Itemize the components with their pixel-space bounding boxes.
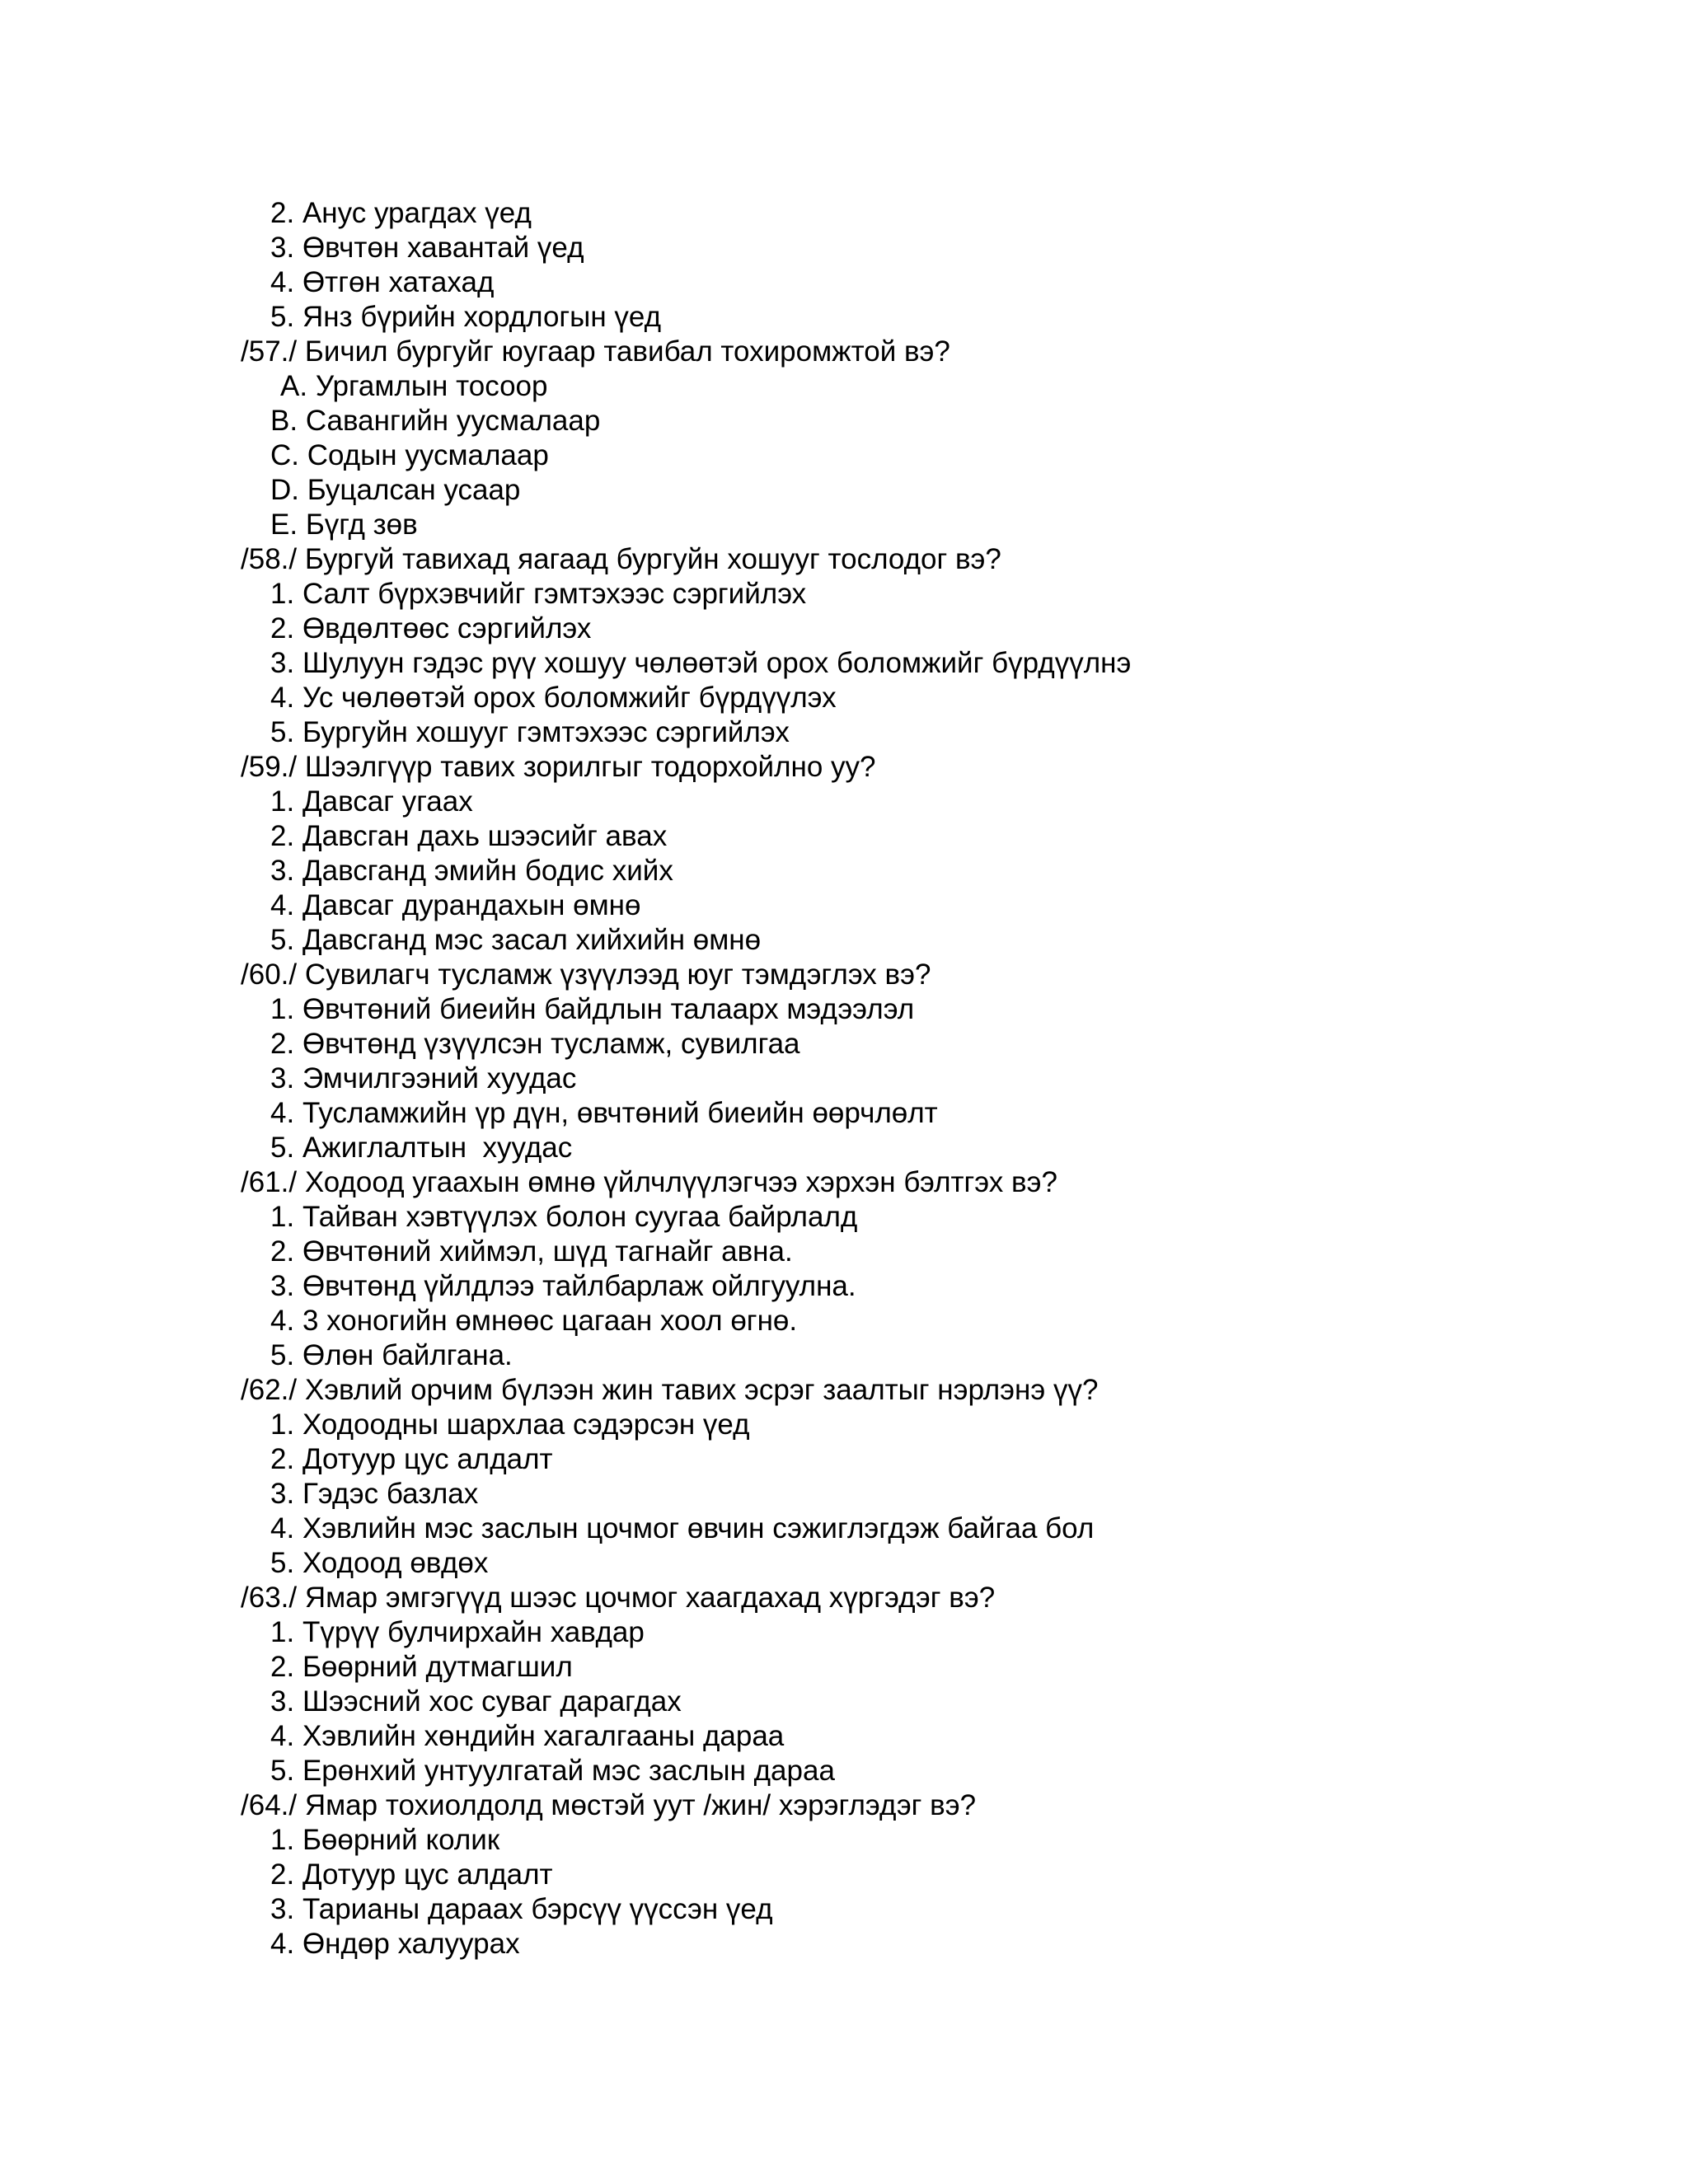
answer-option	[241, 1442, 1642, 1477]
answer-option	[241, 612, 1642, 646]
answer-option	[241, 1685, 1642, 1719]
answer-option	[241, 369, 1642, 404]
option-text: Тарианы дараах бэрсүү үүссэн үед	[302, 1893, 773, 1925]
answer-option	[241, 473, 1642, 508]
option-text: Давсганд эмийн бодис хийх	[302, 855, 673, 887]
option-number: 3.	[270, 1478, 295, 1510]
option-text: Салт бүрхэвчийг гэмтэхээс сэргийлэх	[302, 578, 807, 610]
option-number: 5.	[270, 1755, 295, 1787]
option-number: 4.	[270, 1512, 295, 1544]
question-number: /59./	[241, 751, 298, 783]
answer-option	[241, 1477, 1642, 1511]
option-number: 1.	[270, 993, 295, 1025]
option-number: A.	[280, 370, 308, 402]
answer-option	[241, 681, 1642, 715]
answer-option	[241, 1823, 1642, 1858]
option-text: Шээсний хос суваг дарагдах	[302, 1685, 682, 1718]
option-text: Ходоодны шархлаа сэдэрсэн үед	[302, 1408, 750, 1441]
question-number: /64./	[241, 1789, 298, 1821]
option-number: 4.	[270, 1097, 295, 1129]
answer-option	[241, 1615, 1642, 1650]
option-number: 3.	[270, 1685, 295, 1718]
option-number: 4.	[270, 1928, 295, 1960]
option-text: Содын уусмалаар	[307, 439, 549, 471]
answer-option	[241, 888, 1642, 923]
option-text: Өвчтөний хиймэл, шүд тагнайг авна.	[302, 1235, 793, 1268]
option-text: Дотуур цус алдалт	[302, 1858, 553, 1891]
question-number: /57./	[241, 335, 298, 368]
option-number: B.	[270, 405, 298, 437]
question-text: Бичил бургуйг юугаар тавибал тохиромжтой вэ?	[304, 335, 950, 368]
answer-option	[241, 1927, 1642, 1961]
option-text: Ус чөлөөтэй орох боломжийг бүрдүүлэх	[302, 682, 837, 714]
answer-option	[241, 1062, 1642, 1096]
answer-option	[241, 923, 1642, 958]
answer-option	[241, 1235, 1642, 1269]
answer-option	[241, 715, 1642, 750]
option-number: 2.	[270, 1858, 295, 1891]
option-number: 3.	[270, 232, 295, 264]
option-text: Бургуйн хошууг гэмтэхээс сэргийлэх	[302, 716, 790, 748]
option-number: 2.	[270, 820, 295, 852]
option-text: Өвдөлтөөс сэргийлэх	[302, 612, 592, 644]
answer-option	[241, 1511, 1642, 1546]
answer-option	[241, 196, 1642, 231]
option-number: 5.	[270, 924, 295, 956]
option-text: Ажиглалтын хуудас	[302, 1132, 573, 1164]
question-text: Бургуй тавихад яагаад бургуйн хошууг тослодог вэ?	[304, 543, 1001, 575]
option-number: 4.	[270, 889, 295, 921]
answer-option	[241, 819, 1642, 854]
answer-option	[241, 1408, 1642, 1442]
question-text: Сувилагч тусламж үзүүлээд юуг тэмдэглэх вэ?	[304, 958, 931, 991]
answer-option	[241, 508, 1642, 542]
option-text: Буцалсан усаар	[307, 474, 521, 506]
question-text: Шээлгүүр тавих зорилгыг тодорхойлно уу?	[304, 751, 876, 783]
option-text: Эмчилгээний хуудас	[302, 1062, 577, 1094]
option-text: Хэвлийн хөндийн хагалгааны дараа	[302, 1720, 785, 1752]
option-text: Давсган дахь шээсийг авах	[302, 820, 668, 852]
question-list	[241, 196, 1642, 1961]
option-text: Өндөр халуурах	[302, 1928, 520, 1960]
option-number: 5.	[270, 1339, 295, 1371]
option-number: 5.	[270, 716, 295, 748]
option-text: Өвчтөн хавантай үед	[302, 232, 584, 264]
question-line	[241, 1788, 1642, 1823]
option-number: 5.	[270, 1132, 295, 1164]
option-number: D.	[270, 474, 299, 506]
answer-option	[241, 1650, 1642, 1685]
option-number: 3.	[270, 855, 295, 887]
option-number: 1.	[270, 1616, 295, 1648]
question-text: Ямар эмгэгүүд шээс цочмог хаагдахад хүргэдэг вэ?	[304, 1582, 996, 1614]
answer-option	[241, 231, 1642, 265]
question-line	[241, 1373, 1642, 1408]
option-text: Анус урагдах үед	[302, 197, 532, 229]
option-text: Хэвлийн мэс заслын цочмог өвчин сэжиглэгдэж байгаа бол	[302, 1512, 1095, 1544]
answer-option	[241, 1754, 1642, 1788]
question-number: /61./	[241, 1166, 298, 1198]
option-number: C.	[270, 439, 299, 471]
option-text: Өвчтөний биеийн байдлын талаарх мэдээлэл	[302, 993, 915, 1025]
question-text: Ямар тохиолдолд мөстэй уут /жин/ хэрэглэдэг вэ?	[304, 1789, 977, 1821]
option-number: 2.	[270, 1651, 295, 1683]
question-line	[241, 335, 1642, 369]
option-text: Ерөнхий унтуулгатай мэс заслын дараа	[302, 1755, 835, 1787]
option-number: 1.	[270, 1824, 295, 1856]
question-line	[241, 1165, 1642, 1200]
option-text: Тайван хэвтүүлэх болон суугаа байрлалд	[302, 1201, 858, 1233]
answer-option	[241, 854, 1642, 888]
option-text: Өлөн байлгана.	[302, 1339, 513, 1371]
option-number: 3.	[270, 1893, 295, 1925]
answer-option	[241, 1131, 1642, 1165]
question-line	[241, 1581, 1642, 1615]
option-number: 3.	[270, 1270, 295, 1302]
question-line	[241, 750, 1642, 785]
question-text: Хэвлий орчим бүлээн жин тавих эсрэг заалтыг нэрлэнэ үү?	[304, 1374, 1099, 1406]
answer-option	[241, 646, 1642, 681]
option-number: 1.	[270, 785, 295, 818]
question-number: /63./	[241, 1582, 298, 1614]
answer-option	[241, 1269, 1642, 1304]
option-number: 2.	[270, 197, 295, 229]
question-text: Ходоод угаахын өмнө үйлчлүүлэгчээ хэрхэн бэлтгэх вэ?	[304, 1166, 1057, 1198]
answer-option	[241, 1338, 1642, 1373]
option-number: E.	[270, 509, 298, 541]
answer-option	[241, 265, 1642, 300]
question-number: /60./	[241, 958, 298, 991]
answer-option	[241, 1719, 1642, 1754]
answer-option	[241, 577, 1642, 612]
question-number: /62./	[241, 1374, 298, 1406]
option-number: 4.	[270, 266, 295, 298]
option-text: Савангийн уусмалаар	[305, 405, 601, 437]
answer-option	[241, 1200, 1642, 1235]
option-text: 3 хоногийн өмнөөс цагаан хоол өгнө.	[302, 1305, 798, 1337]
option-number: 2.	[270, 1235, 295, 1268]
option-text: Шулуун гэдэс рүү хошуу чөлөөтэй орох боломжийг бүрдүүлнэ	[302, 647, 1132, 679]
question-number: /58./	[241, 543, 298, 575]
option-text: Бөөрний дутмагшил	[302, 1651, 573, 1683]
question-line	[241, 542, 1642, 577]
answer-option	[241, 1304, 1642, 1338]
option-text: Бүгд зөв	[305, 509, 418, 541]
answer-option	[241, 300, 1642, 335]
option-text: Түрүү булчирхайн хавдар	[302, 1616, 645, 1648]
option-text: Давсаг угаах	[302, 785, 473, 818]
option-number: 5.	[270, 1547, 295, 1579]
option-text: Ходоод өвдөх	[302, 1547, 489, 1579]
option-number: 1.	[270, 578, 295, 610]
answer-option	[241, 1546, 1642, 1581]
option-text: Өвчтөнд үйлдлээ тайлбарлаж ойлгуулна.	[302, 1270, 856, 1302]
option-text: Янз бүрийн хордлогын үед	[302, 301, 662, 333]
option-number: 3.	[270, 1062, 295, 1094]
option-number: 1.	[270, 1201, 295, 1233]
option-text: Гэдэс базлах	[302, 1478, 479, 1510]
option-number: 5.	[270, 301, 295, 333]
question-line	[241, 958, 1642, 992]
answer-option	[241, 404, 1642, 438]
option-text: Дотуур цус алдалт	[302, 1443, 553, 1475]
option-number: 4.	[270, 682, 295, 714]
option-text: Тусламжийн үр дүн, өвчтөний биеийн өөрчлөлт	[302, 1097, 938, 1129]
option-text: Ургамлын тосоор	[315, 370, 548, 402]
option-number: 2.	[270, 612, 295, 644]
answer-option	[241, 785, 1642, 819]
answer-option	[241, 1858, 1642, 1892]
option-number: 2.	[270, 1443, 295, 1475]
answer-option	[241, 438, 1642, 473]
option-number: 3.	[270, 647, 295, 679]
option-number: 4.	[270, 1720, 295, 1752]
answer-option	[241, 1096, 1642, 1131]
option-text: Давсаг дурандахын өмнө	[302, 889, 641, 921]
option-number: 2.	[270, 1028, 295, 1060]
answer-option	[241, 1027, 1642, 1062]
answer-option	[241, 992, 1642, 1027]
option-text: Өвчтөнд үзүүлсэн тусламж, сувилгаа	[302, 1028, 800, 1060]
option-number: 1.	[270, 1408, 295, 1441]
option-text: Өтгөн хатахад	[302, 266, 495, 298]
option-number: 4.	[270, 1305, 295, 1337]
option-text: Давсганд мэс засал хийхийн өмнө	[302, 924, 762, 956]
answer-option	[241, 1892, 1642, 1927]
option-text: Бөөрний колик	[302, 1824, 500, 1856]
